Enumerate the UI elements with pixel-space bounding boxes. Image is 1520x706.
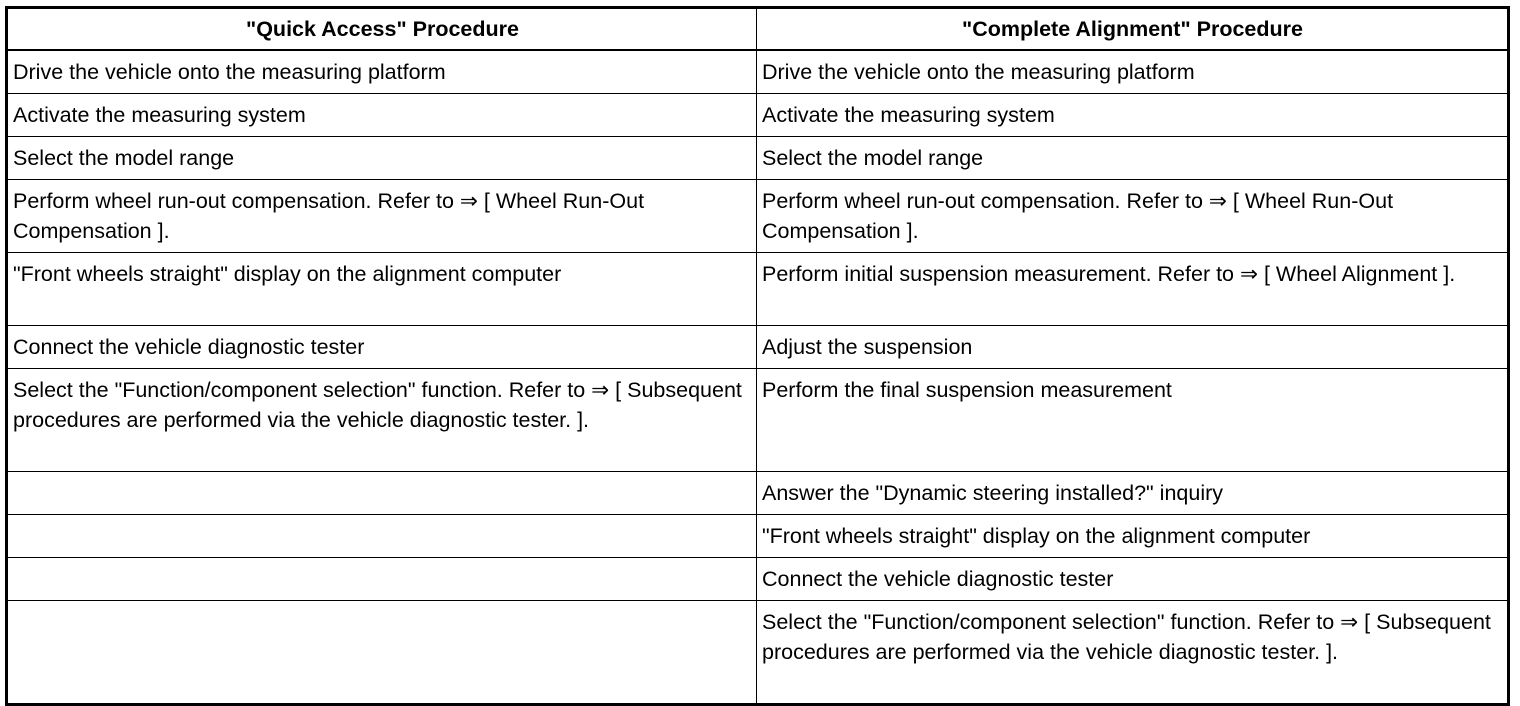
quick-access-step [7, 558, 757, 601]
complete-alignment-header: "Complete Alignment" Procedure [757, 8, 1509, 51]
table-row [7, 515, 1509, 558]
quick-access-header: "Quick Access" Procedure [7, 8, 757, 51]
quick-access-step [7, 472, 757, 515]
table-row [7, 253, 1509, 326]
procedure-comparison-table [5, 6, 1510, 706]
quick-access-step: Activate the measuring system [7, 94, 757, 137]
complete-alignment-step: Adjust the suspension [757, 326, 1509, 369]
quick-access-step [7, 601, 757, 705]
complete-alignment-step: Answer the "Dynamic steering installed?" inquiry [757, 472, 1509, 515]
quick-access-step: Perform wheel run-out compensation. Refer to ⇒ [ Wheel Run-Out Compensation ]. [7, 180, 757, 253]
complete-alignment-step: Select the model range [757, 137, 1509, 180]
table-row [7, 472, 1509, 515]
table-row [7, 326, 1509, 369]
complete-alignment-step: Activate the measuring system [757, 94, 1509, 137]
table-row [7, 50, 1509, 94]
complete-alignment-step: Perform wheel run-out compensation. Refer to ⇒ [ Wheel Run-Out Compensation ]. [757, 180, 1509, 253]
complete-alignment-step: Perform initial suspension measurement. Refer to ⇒ [ Wheel Alignment ]. [757, 253, 1509, 326]
table-row [7, 601, 1509, 705]
quick-access-step: Connect the vehicle diagnostic tester [7, 326, 757, 369]
quick-access-step: Drive the vehicle onto the measuring platform [7, 50, 757, 94]
quick-access-step: "Front wheels straight" display on the alignment computer [7, 253, 757, 326]
quick-access-step: Select the model range [7, 137, 757, 180]
complete-alignment-step: Drive the vehicle onto the measuring platform [757, 50, 1509, 94]
table-header-row [7, 8, 1509, 51]
complete-alignment-step: Connect the vehicle diagnostic tester [757, 558, 1509, 601]
table-row [7, 180, 1509, 253]
table-row [7, 137, 1509, 180]
quick-access-step: Select the "Function/component selection" function. Refer to ⇒ [ Subsequent procedures are performed via the vehicle diagnostic tester. ]. [7, 369, 757, 472]
complete-alignment-step: "Front wheels straight" display on the alignment computer [757, 515, 1509, 558]
table-row [7, 558, 1509, 601]
table-row [7, 369, 1509, 472]
complete-alignment-step: Perform the final suspension measurement [757, 369, 1509, 472]
quick-access-step [7, 515, 757, 558]
complete-alignment-step: Select the "Function/component selection" function. Refer to ⇒ [ Subsequent procedures are performed via the vehicle diagnostic tester. ]. [757, 601, 1509, 705]
table-row [7, 94, 1509, 137]
